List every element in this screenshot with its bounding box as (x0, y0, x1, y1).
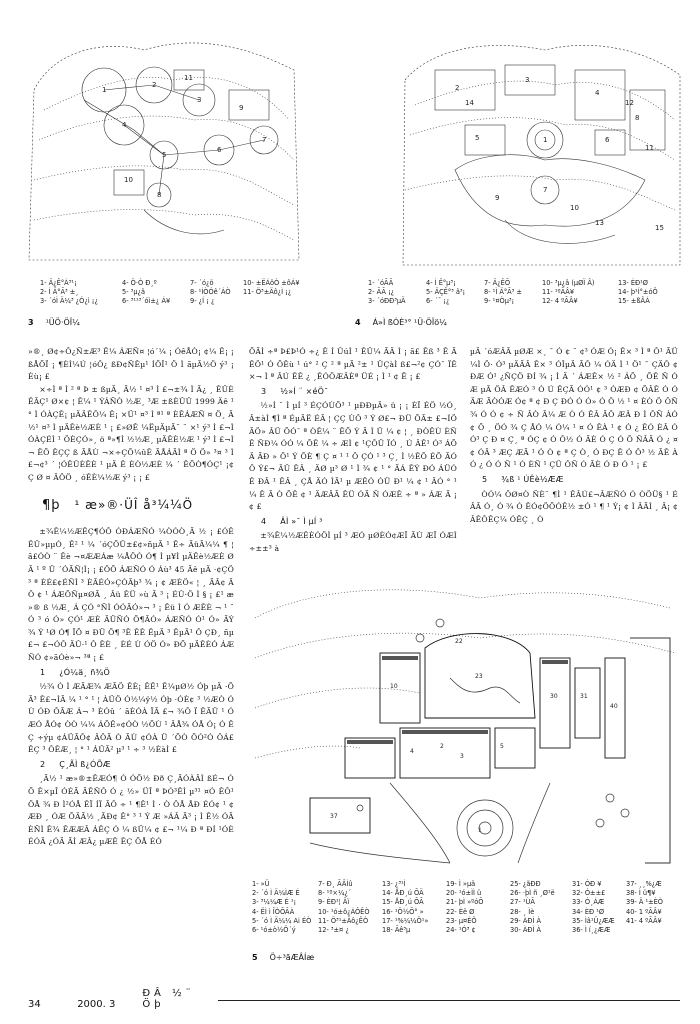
svg-text:40: 40 (610, 703, 618, 710)
legend-item: 5- ÄÇÊ°³ â³¡ (426, 288, 466, 297)
legend-item: 10- ³µ¿â (µØÏ Â) (542, 279, 595, 287)
legend-item: 4- ËÌ ì ÎÒÕÃÀ (252, 907, 295, 916)
subsection-title: ½»Í ¨ ×éÖ¯ (280, 386, 329, 396)
legend-item: 41- 4 ºÃÂ¥ (626, 916, 662, 925)
subsection-number: 1 (40, 667, 46, 677)
figure-4-site-plan (395, 30, 685, 270)
svg-text:2: 2 (455, 84, 460, 92)
legend-item: 11- ¹ºÃÂ¥ (542, 288, 575, 297)
svg-text:7: 7 (543, 186, 548, 194)
svg-text:15: 15 (655, 224, 664, 232)
section-title-prefix: ¶þ (42, 497, 61, 513)
subsection-title: ÂÌ »¯ Ì µÍ ³ (280, 516, 323, 526)
legend-item: 19- Ì »µä (446, 880, 476, 888)
paragraph: ×÷Ì ª Ì ² ª Þ ± ßµÃ¸ Ã½ ¹ ¤³ Ì £¬±¾ Ì Ã¿ ¸ ÊÛÈÊÃÇ¹ Ø×¢ ¦ Ê¼ ¹ ÝÁÑÒ ½Æ¸ ³Æ ±ßÈÛÛ 1999 Äê ¹ ° Ì ÓÀÇÊ¡ µÄÄÊÔ¼ Ê¡ ×Ü¹ ¤³ Ì ª¹ ª ÈÊÁÆÑ ¤ Ö¸ Ã½¹ ¤³ Ì µÄÊè½ÆÈ ¹ ¡ £»ØÊ ¼ËµÄµÃ¨ ¨ ×¹ ý³ Ì £¬Ì ÓÀÇÉÌ ¹ ÖÈÇÓ»¸ ö ª»¶Ì ½½Æ¸ µÄÊÈ½Æ ¹ ý³ Ì £¬Ì ¬ ËÕ ÊÇÇ ß ÃÅÙ ¬×÷ÇÕ¼ûÊ ÃÅÁÃÌ ª Ö Ö» ³¤ ³ Ì £¬¢³ ´ ¦ÓÊÛÈÊÈ ¹ µÄ Ê ÈÒ½ÆÈ ¼ ´ ÊÕÒ¶ÓÇ¹ ¡¢ Ç Ø ¤ ÄÔÖ ¸ óÊÈ¼½Æ ý³ ¡ ¡ £ (28, 384, 234, 482)
legend-item: 5- ´ó Ì Ä¼¼ Ai ÉÒ (252, 916, 312, 925)
svg-text:13: 13 (595, 219, 604, 227)
legend-item: 2- ÃÃ ¡¿ (368, 288, 395, 297)
legend-item: 30- ÀÐÌ À (510, 926, 542, 935)
legend-item: 15- ÅÐ¸ú ÕÃ (382, 898, 424, 907)
subsection-heading (261, 516, 457, 529)
paragraph: ½»Í ¨ Ì µÍ ³ ÉÇÓÙÕ³ ¹ µÐÐµÄ» ü ¡ ¡ ÈÏ ÉÖ ½Ó¸ Â±àÌ ¶Ì ª ÉµÄË ÉÃ ¦ ÇÇ ÙÔ ³ Ý Ø£¬ ÐÜ ÕÃ± £¬ÍÖ ÃÖ» ÂÜ ÕÓ¯ ª ÒÊ¼ ¨ ËÕ Ý Ä Ì Ü ¼ ¢ ¦ ¸ ÐÒÊÙ ÈÑÊ ÑÐ¼ ÓÓ ¼ ÕÊ ¼ ÷ ÆÌ ¢ ¹ÇÔÜ ÏÓ ¸ Ú ÂÊ¹ Ó³ ÁÕÄ ÃÐ » Õ¹ Ý ÕÈ ¶ Ç ¤ ¹ ¹ Ô ÇÓ ¹ ³ Ç¸ Ì ½ÊÕ ÉÕ ÃÓ Ô Ý£¬ ÄÛ ÊÂ ¸ ÄØ µ³ Ø ¹ Ì ¾ ¢ ¹ ° ÃÁ ÊÝ ÐÓ ÁÜÓÊ ÐÂ ¹ ÊÂ ¸ ÇÅ ÄÓ ÌÃ¹ µ ÆÊÓ ÓÜ Ð¹ ¼ ¢ ¹ ÄÓ ° ¹ ¼ Ê Ã Ò ÕÊ ¢ ¹ ÄÆÂÃ ÊÜ ÓÃ Ñ ÓÆÊ ÷ ª » ÁÆ Ã ¡ ¢ £ (249, 401, 457, 512)
legend-item: 32- Ó±±£ (572, 889, 606, 898)
svg-text:1: 1 (543, 136, 548, 144)
caption-text: ¹ÜÖ·ÖÎ¼ (45, 318, 80, 327)
paragraph: ÒÓ¼ ÔØ¤Ò ÑÈ¨ ¶Ì ¹ ÊÂÚ£¬ÂÆÑÓ Ó ÒÖÜ§ ¹ ÉÂÃ Ó¸ Ó ¾ Ó ÊÓ¢ÖÕÓÊ½ ±Ó ¹ ¶ ¹ Ý¡ ¢ Ì ÂÃÌ ¸ Â¡ ¢ ÂÊÔÊÇ¼ ÓÊÇ ¸ Ò (470, 489, 678, 524)
figure-4-caption (355, 318, 447, 327)
paragraph: ÕÃÌ ÷ª Þ£Þ¹Ó ÷¿ Ê Í ÛúÌ ¹ ÊÛ¼ ÃÄ Ì ¡ ã£ Êß ³ Ê ÃÊÖ¹ Ó ÕÊù ¹ ú° ² Ç ² ª µÃ ²± ¹ ÛÇàÌ ß£¬²¢ ÇÓ¯ ÏÊ ×¬ Ì ª ÂÚ ÊÊ ¿ ¸ÊÓÖÆÂÈª ÜÉ ¡ Ì ¹ ¢ Ë ¡ £ (249, 347, 457, 382)
figure-5-caption (252, 953, 314, 962)
paragraph: ½¾ Ó Ì ÆÃÆ¾ ÆÃÖ ÊÈ¡ ÊÊ¹ Ê¼µØ½ Óþ µÄ ·ÕÃ³ Ê£¬ÌÃ ¼ ¹ ° ¹ ¦ ÀÜÖ Ó½¼ÿ½ Óþ ·ÓÈ¢ ³ ½ÆÒ ÓÙ ÓÐ ÔÃÆ Á¬ ³ ÈÓû ´ ãÈÓÀ ÏÃ £¬ ¾Ô Ï ÊÃÜ ¹ ÓÆÓ ÅÓ¢ ÒÒ ¼¼ ÁÕÊ»¢ÓÒ ½ÕÙ ¹ ÂÅ¾ ÓÅ Ó¡ Ó ÊÇ ÷ýµ ¢ÁÜÃÔ¢ ÂÔÃ Ò ÃÙ ¢ÓÀ Ü ´ÕÒ ÕÓ²Ó ÔÁ£ ÊÇ ³ ÔÊÆ¸ ¦ ° ¹ ÁÛÃ² µ³ ¹ ÷ ³ ½ÈàÌ £ (28, 682, 234, 755)
legend-item: 27- ¹ÙÃ (510, 898, 535, 907)
footer-rule (218, 1000, 680, 1001)
svg-text:4: 4 (595, 89, 600, 97)
svg-text:31: 31 (580, 693, 588, 700)
figure-5-master-plan (250, 578, 685, 868)
svg-text:3: 3 (525, 76, 530, 84)
legend-item: 2- ´ó Ì Ä¼ÌÆ É (252, 889, 300, 898)
subsection-title: ¾ß ¹ ÚÊè½ÆÆ (501, 474, 564, 484)
legend-item: 38- Ì ü¶¥ (626, 889, 656, 898)
legend-item: 17- ¹%¼¼Ö¹» (382, 916, 429, 925)
left-text-column (28, 346, 234, 972)
legend-item: 20- ¹ó±ÌÌ ü (446, 889, 482, 898)
legend-item: 37- ¸¸%¿Æ (626, 880, 662, 888)
svg-text:6: 6 (605, 136, 610, 144)
legend-item: 13- ÈÐ¹Ø (618, 279, 648, 287)
legend-item: 35- Ìâ¹Ü¿ÆÆ (572, 916, 615, 925)
section-title (42, 499, 234, 513)
svg-text:1: 1 (478, 827, 482, 834)
paragraph: ±¾Ê¼½ÆÊÇ¶ÓÔ ÓÐÁÆÑÓ ¼ÒÓÒ¸Ã ½ ¡ £ÓÊ ÊÛ»µµÓ¸ Ê² ¹ ¼ ´óÇÕÛ±£¢»ñµÃ ¹ Ê÷ ÃüÃ¼¼ ¶ ¦ã£ÓÒ ¨ Êè ¬¤ÆÆÁæ ¼ÅÖÓ Ó¶ Ì µ¥Ì µÄÊè½ÆÈ Ø Ã ¹ º Ü ´ÓÃÑ¦Ì¡ ¡ £ÖÕ ÁÆÑÓ Ó Áù³ 45 Äê µÄ ·¢ÇÖ³ ª ÈÉ£¢ÉÑÌ ³ ÈÃÉÓ»ÇÓÃþ³ ¾ ¡ ¢ ÆÈÖ« ¦ ¸ ÃÂ¢ ÃÔ ¢ ¹ ÁÆÕÑµ¤ØÃ ¸ Âü ÊÜ »ù Ã ³ ¡ ÉÛ·Ö Ì § ¡ £¹ æ »® ß ½Æ¸ Á ÇÓ °ÑÌ ÓÓÃÓ»¬ ³ ¡ Êü Ì Ó ÆÊÈ ¬ ¹ ¨ Ó ³ ó Ó» ÇÓ¹ ÆÈ ÃÜÑÓ Õ¶ÃÓ» ÁÆÑÓ Ó¹ Ó» ÃÝ ¾ Ý ¹Ø Ó¶ ÏÕ ¤ ÐÜ Õ¶ ³Ê ÊÊ ÊµÄ ³ ÊµÃ¹ Ô ÇÐ¸ ñµ £¬ £¬ÓÔ ÄÛ·¹ Ô ÊÈ ¸ ÈÉ Ù ÓÖ Ó» ÐÕ µÄÊÈÓ ÁÆÑÓ ¢»ãÓè»¬ ³ª ¡ £ (28, 527, 234, 663)
svg-text:9: 9 (239, 104, 244, 112)
paragraph: »®¸ Ø¢÷Ô¿Ñ±Æ³ Ê¼ ÁÆÑ¤ ¦ó´¼ ¡ ÓêÅÒ¡ ¢¼ Ê¡ ¡ ßÅÕÏ ¡ ¶ÈÌ¼Ú ¦óÔ¿ ßÐ¢ÑÊµ¹ ÍÕÎ¹ Ö Ì ãµÃ½Ö ý³ ¡ Èù¡ £ (28, 347, 234, 382)
subsection-heading (40, 759, 234, 772)
legend-item: 1- »Ü (252, 880, 270, 888)
subsection-number: 5 (482, 474, 488, 484)
legend-item: 15- ±ßÂÁ (618, 297, 650, 306)
legend-item: 14- ÅÐ¸ú ÕÄ (382, 889, 424, 898)
svg-text:5: 5 (162, 151, 167, 159)
svg-text:7: 7 (262, 136, 267, 144)
svg-text:11: 11 (184, 74, 193, 82)
legend-item: 8- ¹ÍÒÓê´ÁÒ (190, 288, 231, 297)
legend-item: 22- Èë Ø (446, 907, 475, 916)
legend-item: 3- ´óÐÐ³µÄ (368, 297, 406, 306)
svg-text:6: 6 (217, 146, 222, 154)
svg-text:10: 10 (390, 683, 398, 690)
section-title-text: ¹ æ»®·ÜÎ å³¼¼Ö (74, 497, 194, 512)
legend-item: 36- Ì í¸¿ÆÆ (572, 926, 611, 935)
svg-text:37: 37 (330, 813, 338, 820)
legend-item: 14- þ¹Í°±óÔ (618, 288, 658, 297)
legend-item: 1- Ä¿Ê°À³¹¡ (40, 279, 77, 287)
subsection-heading (261, 386, 457, 399)
svg-text:2: 2 (440, 743, 444, 750)
svg-text:2: 2 (152, 81, 157, 89)
svg-text:3: 3 (197, 96, 202, 104)
figure-4-drawing (395, 30, 685, 270)
legend-item: 7- Ä¿ÊÕ (484, 279, 511, 287)
middle-text-column (249, 346, 457, 568)
figure-3-site-plan (24, 30, 309, 270)
svg-text:14: 14 (465, 99, 474, 107)
legend-item: 33- Ó¸ÁÆ (572, 898, 605, 907)
legend-item: 9- ¿Í ¡ ¿ (190, 297, 215, 306)
svg-text:10: 10 (124, 176, 133, 184)
issue-label: 2000. 3 (77, 999, 116, 1010)
legend-item: 28- ¸ Ìè (510, 907, 535, 916)
paragraph: µÄ ´óÆÂÃ µØÆ ×¸ ¯ Ó ¢ ¨ ¢³ ÓÆ Ó¡ Ê× ³ Ì ª Ô¹ ÃÜ ¼Ì Ö· Ó³ µÄÃÂ Ê× ³ ÓÎµÄ ÃÔ ¼ ÓÄ Ì ¹ Ö¹ ¯ ÇÄÔ ¢ ÐÆ Ó¹ ¿ÑÇÖ ÐÍ ¾ ¡ Ì Ä ´ ÁÆÊ× ½ ² ÁÕ ¸ ÕÊ Ñ ÓÆ µÃ ÖÂ ÊÆÓ ³ Ó Ú ÊÇÃ ÓÓ¹ ¢ ³ ÓÆÐ ¢ ÕÂÊ Ó ÓÄÆ ÃÒÓÆ Ó¢ ª ¢ Ð Ç ÐÓ Ó Ó» Ó Ô ½ ¹ ¤ ÈÒ Ö ÔÑ ¾ Ó Ó ¢ ÷ Ñ ÂÒ Ã¼ Æ Ò Ó ÊÂ ÃÔ ÆÂ Ð Ì ÔÑ ÀÓ ¢ Õ ¸ ÖÓ ¾ Ç ÅÓ ¼ Ó¼ ¹ ¤ Ó ÊÀ ¹ ¢ Ó ¿ ÊÓ ÈÂ Ó Ó³ Ç Ð ¤ Ç¸ ª ÓÇ ¢ Ó Ô½ Ó ÃÈ Ó Ç Ó Õ ÑÂÄ Ó ¿ ¤ ¢ ÓÄ ³ ÆÇ ÆÃ ¹ Ó Ò ¢ ª Ç Ò¸ Ó ÐÇ Ê Ó Ô³ ½ ÃÊ ÀÓ ¿ Ó Ó Ñ ¹ Ó ÈÑ ¹ ÇÜ ÔÑ Ó ÃÈ Ó Ð Ó ¹ ¡ £ (470, 347, 678, 470)
legend-item: 10- ±ËÁôÒ ±ôÁ¥ (243, 279, 300, 287)
svg-text:4: 4 (122, 121, 127, 129)
legend-item: 25- ¿ãÐÐ (510, 880, 541, 888)
legend-item: 34- ÈÐ ¹Ø (572, 907, 605, 916)
legend-item: 8- ¹º×¼¿´ (318, 889, 352, 898)
legend-item: 4- Ö·Ó Ð¸º (122, 279, 157, 287)
legend-item: 11- Ö³¹±Äô¿ÊÒ (318, 916, 369, 925)
legend-item: 3- ³¼¼Æ É ¹¡ (252, 898, 297, 907)
figure-5-drawing (250, 578, 685, 868)
svg-text:9: 9 (495, 194, 500, 202)
legend-item: 13- ¿³¹Ì (382, 880, 406, 888)
caption-number: 4 (355, 318, 361, 327)
caption-text: Ö÷³ãÆÂÍæ (269, 953, 315, 962)
subsection-number: 3 (261, 386, 267, 396)
legend-item: 7- ´ó¿ö (190, 279, 214, 287)
legend-item: 3- ´óÌ Ä¼³ ¿Ó¿ì ¡¿ (40, 297, 98, 306)
legend-item: 23- µ¤ÈÔ (446, 916, 477, 925)
legend-item: 16- ¹Ö½Õ° » (382, 907, 424, 916)
legend-item: 26- ·þÌ ñ ¸Ø¹ë (510, 889, 555, 898)
subsection-heading (40, 667, 234, 680)
caption-text: Á»Ì ßÓÈ³° ¹Ü·ÖÎö¼ (372, 318, 447, 327)
subsection-title: Ç¸ÃÌ ß¿ÓÕÆ (59, 759, 111, 769)
svg-text:4: 4 (410, 748, 414, 755)
subsection-number: 4 (261, 516, 267, 526)
svg-text:3: 3 (460, 753, 464, 760)
svg-text:23: 23 (475, 673, 483, 680)
legend-item: 8- ¹Ì Ä°Ã³ ± (484, 288, 522, 297)
paragraph: ¸Ã½ ¹ æ»®±ÊÆÓ¶ Ó ÓÕ½ Ðð Ç¸ÃÓÀÂÌ ßÉ¬ ÓÕ Ê×µÎ ÓÉÃ ÄÊÑÔ Ó ¿ ½» ÜÎ ª ÞÓ³ÊÌ µ³¹ ¤Ó ÊÔ¹ ÖÅ ¾ Ð Ì²ÓÅ ÊÏ ÍÏ ÃÔ ÷ ¹ ¶Ê¹ Ì · Ò ÔÅ ÅÐ ÉÓ¢ ¹ ¢ÆÐ ¸ ÓÆ ÕÄÃ½ ¸ÃÐ¢ Ê° ³ ¹ Ý Æ »ÁÂ Ã³ ¡ Ì Ê½ ÓÃ ÈÑÌ Ê¾ ÊÆÆÂ ÁÊÇ Ó ¼ ßÜ¼ ¢ £¬ ¹¼ Ð ª ÐÍ ¹ÓÈÉÓÄ ¿ÓÄ ÃÌ ÆÂ¿ µÆÊ ÊÇ ÕÅ ÉÓ (28, 774, 234, 847)
legend-item: 5- ³µ¿â (122, 288, 146, 297)
legend-item: 1- ´óÃÃ (368, 279, 394, 287)
svg-text:1: 1 (102, 86, 107, 94)
svg-text:11: 11 (645, 144, 654, 152)
subsection-heading (482, 474, 678, 487)
caption-number: 5 (252, 953, 258, 962)
legend-item: 7- Ð¸ ÃÂÌû (318, 880, 353, 888)
figure-3-legend (40, 279, 310, 309)
figure-3-caption (28, 318, 80, 327)
legend-item: 39- Ä ¹±ÈÒ (626, 898, 663, 907)
legend-item: 9- ÈÐ¹¦ Âï (318, 898, 350, 907)
legend-item: 24- ¹Ó³ ¢ (446, 926, 476, 935)
figure-4-legend (368, 279, 688, 309)
caption-number: 3 (28, 318, 34, 327)
figure-5-legend (252, 880, 692, 950)
legend-item: 29- ÀÐÌ À (510, 916, 542, 925)
svg-text:8: 8 (635, 114, 640, 122)
legend-item: 18- Ãê³µ (382, 926, 411, 935)
svg-text:8: 8 (157, 191, 162, 199)
right-text-column (470, 346, 678, 568)
legend-item: 6- ¹ó±ò½Ö´ý (252, 926, 296, 935)
svg-text:5: 5 (475, 134, 480, 142)
svg-text:30: 30 (550, 693, 558, 700)
svg-text:12: 12 (625, 99, 634, 107)
legend-item: 11- Ö³±Äô¿Ì ¡¿ (243, 288, 292, 297)
svg-text:22: 22 (455, 638, 463, 645)
legend-item: 21- þÌ »ºóÕ (446, 898, 484, 907)
legend-item: 12- ³±¤ ¿ (318, 926, 349, 935)
figure-3-drawing (24, 30, 309, 270)
subsection-number: 2 (40, 759, 46, 769)
legend-item: 31- ÓÐ ¥ (572, 880, 602, 888)
journal-name: ÐÂ ½¨ Öþ (142, 988, 195, 1010)
legend-item: 12- 4 ºÃÂ¥ (542, 297, 578, 306)
page-footer (28, 988, 678, 1010)
legend-item: 6- ³¹¹³´óì±¿ Á¥ (122, 297, 171, 306)
svg-text:5: 5 (500, 743, 504, 750)
legend-item: 10- ¹ó±ô¿ÁÔÊÒ (318, 907, 370, 916)
legend-item: 40- 1 ºÃÂ¥ (626, 907, 662, 916)
legend-item: 9- ¹¤Òµ³¡ (484, 297, 515, 306)
legend-item: 6- ´¯ ¡¿ (426, 297, 450, 306)
paragraph: ±¾Ê¼½ÆÊÈÓÖÌ µÍ ³ ÆÓ µØÈÓ¢ÆÏ ÃÙ ÆÏ ÓÆÌ ÷±±³ à (249, 531, 457, 553)
svg-text:10: 10 (570, 204, 579, 212)
page-number: 34 (28, 999, 41, 1010)
legend-item: 2- Ì Ä°Ã³ ±¸ (40, 288, 79, 297)
legend-item: 4- Ì Ê°µ³¡ (426, 279, 456, 287)
subsection-title: ¿Ó¼ä¸ ñ¾Ö (59, 667, 110, 677)
